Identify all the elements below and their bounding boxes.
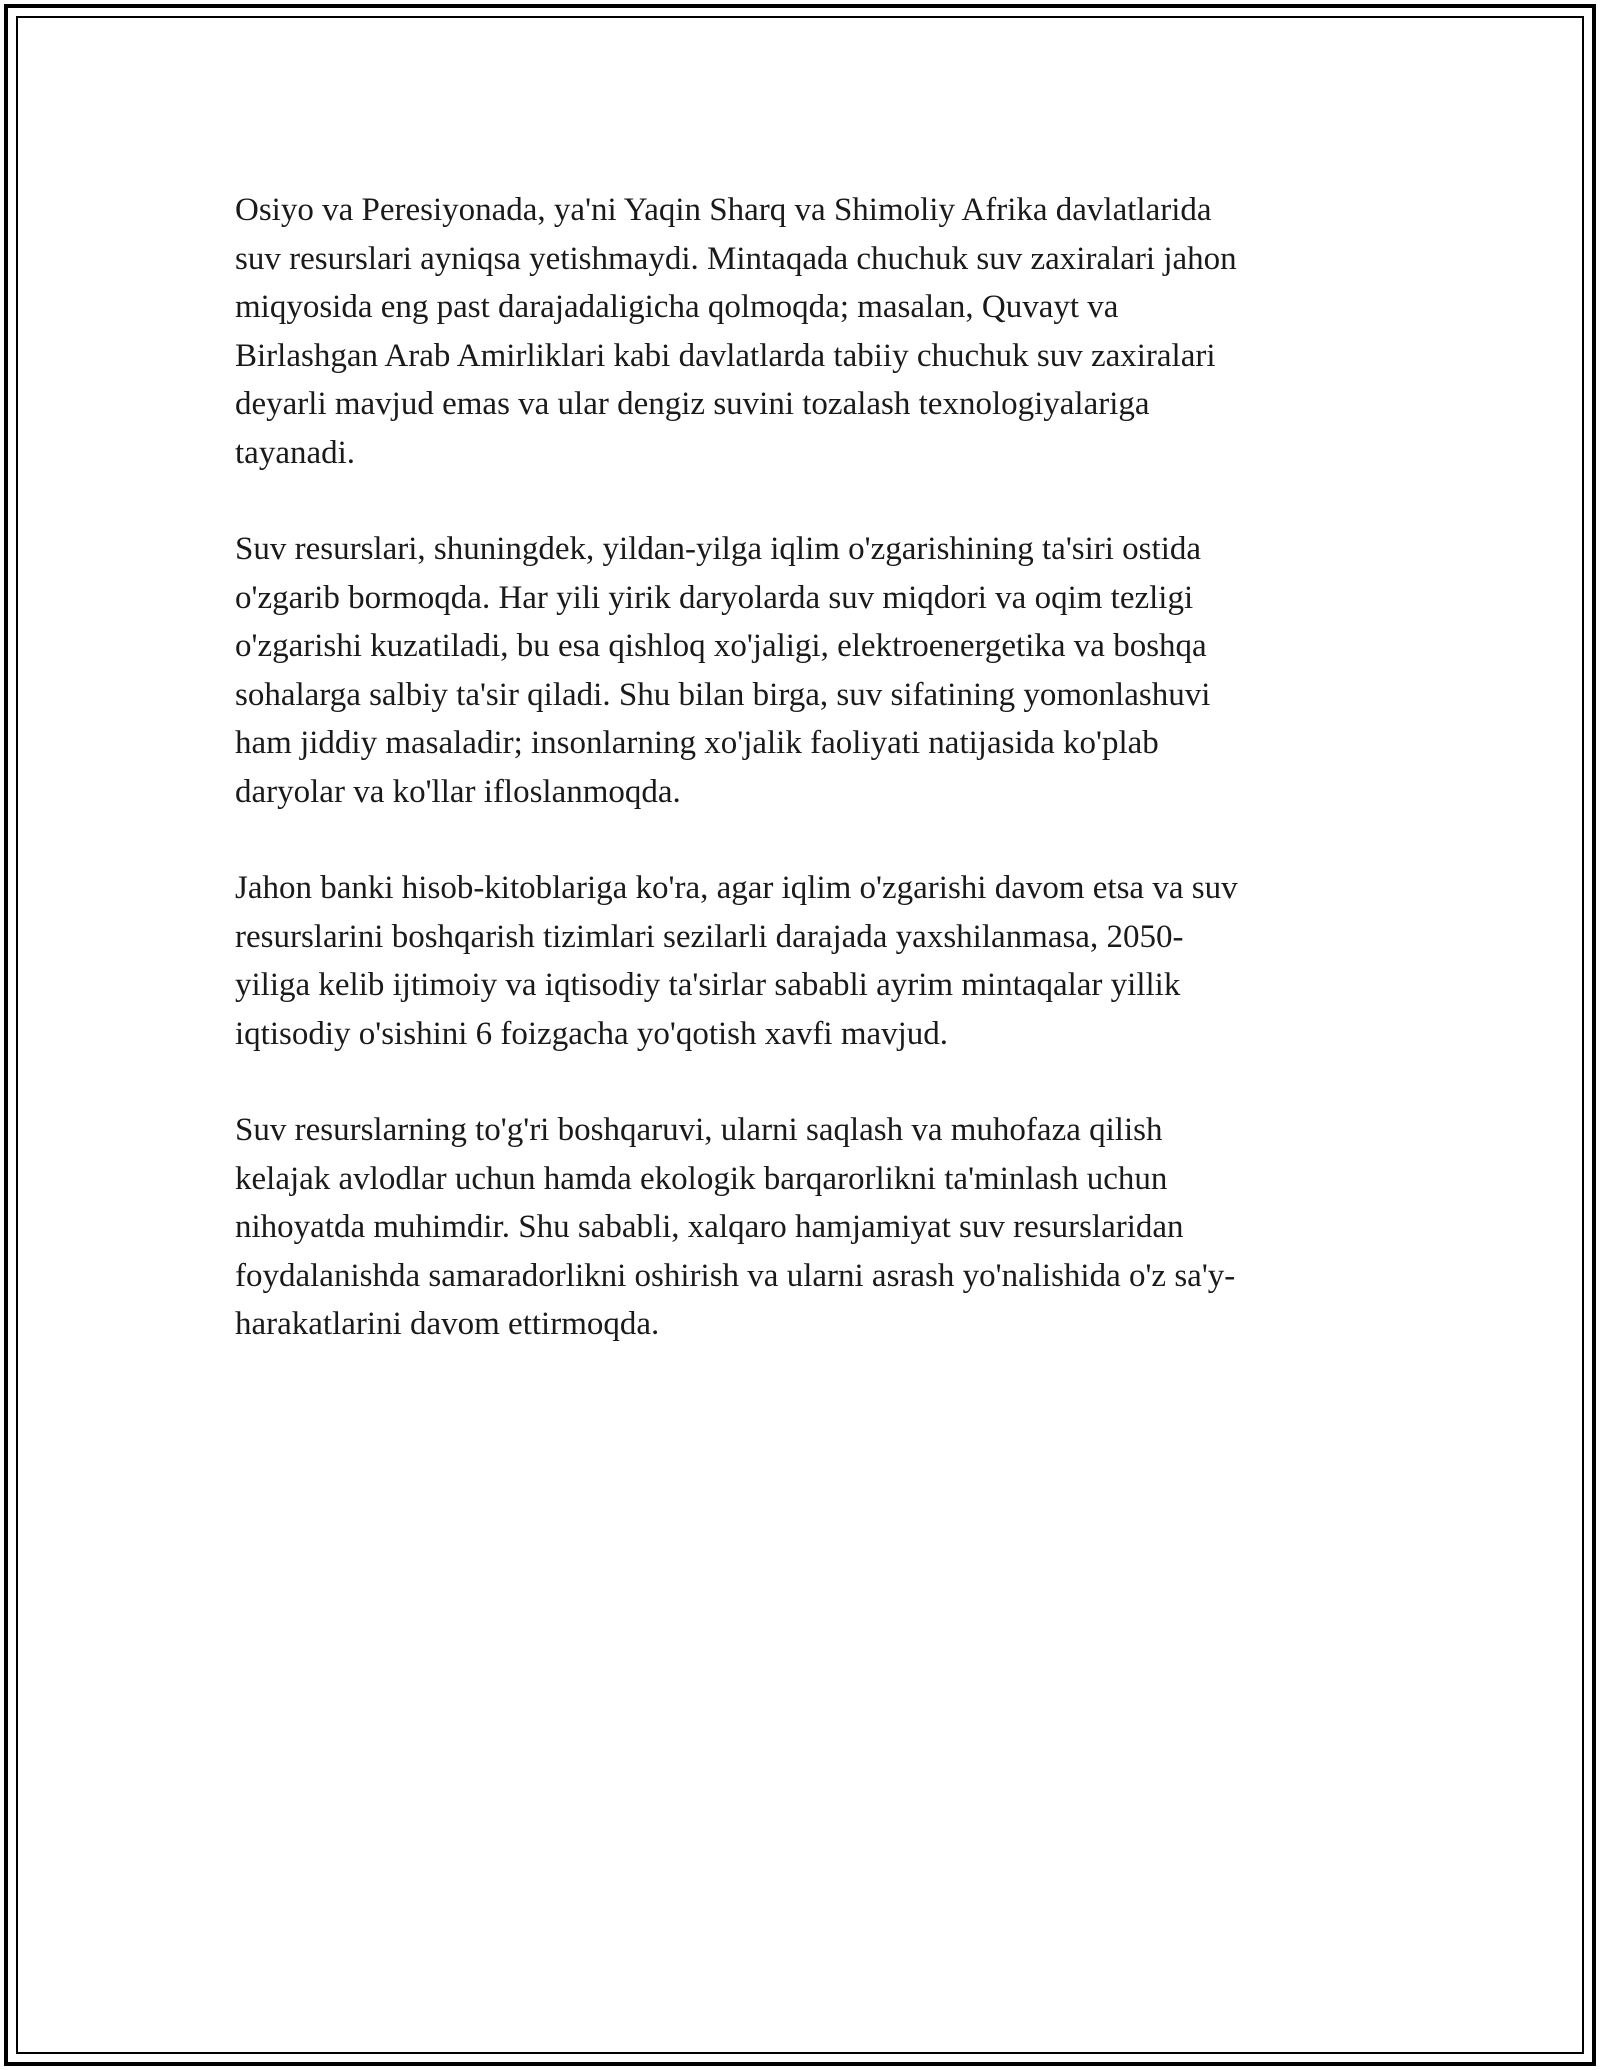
document-body [235, 186, 1365, 1397]
paragraph-2: Suv resurslari, shuningdek, yildan-yilga iqlim o'zgarishining ta'siri ostida o'zgarib bormoqda. Har yili yirik daryolarda suv miqdori va oqim tezligi o'zgarishi kuzatiladi, bu esa qishloq xo'jaligi, elektroenergetika va boshqa sohalarga salbiy ta'sir qiladi. Shu bilan birga, suv sifatining yomonlashuvi ham jiddiy masaladir; insonlarning xo'jalik faoliyati natijasida ko'plab daryolar va ko'llar ifloslanmoqda. [235, 531, 1211, 810]
paragraph-4: Suv resurslarning to'g'ri boshqaruvi, ularni saqlash va muhofaza qilish kelajak avlodlar uchun hamda ekologik barqarorlikni ta'minlash uchun nihoyatda muhimdir. Shu sababli, xalqaro hamjamiyat suv resurslaridan foydalanishda samaradorlikni oshirish va ularni asrash yo'nalishida o'z sa'y- harakatlarini davom ettirmoqda. [235, 1112, 1236, 1342]
paragraph-3: Jahon banki hisob-kitoblariga ko'ra, agar iqlim o'zgarishi davom etsa va suv resurslarini boshqarish tizimlari sezilarli darajada yaxshilanmasa, 2050- yiliga kelib ijtimoiy va iqtisodiy ta'sirlar sababli ayrim mintaqalar yillik iqtisodiy o'sishini 6 foizgacha yo'qotish xavfi mavjud. [235, 870, 1238, 1052]
paragraph-1: Osiyo va Peresiyonada, ya'ni Yaqin Sharq va Shimoliy Afrika davlatlarida suv resurslari ayniqsa yetishmaydi. Mintaqada chuchuk suv zaxiralari jahon miqyosida eng past darajadaligicha qolmoqda; masalan, Quvayt va Birlashgan Arab Amirliklari kabi davlatlarda tabiiy chuchuk suv zaxiralari deyarli mavjud emas va ular dengiz suvini tozalash texnologiyalariga tayanadi. [235, 192, 1237, 471]
